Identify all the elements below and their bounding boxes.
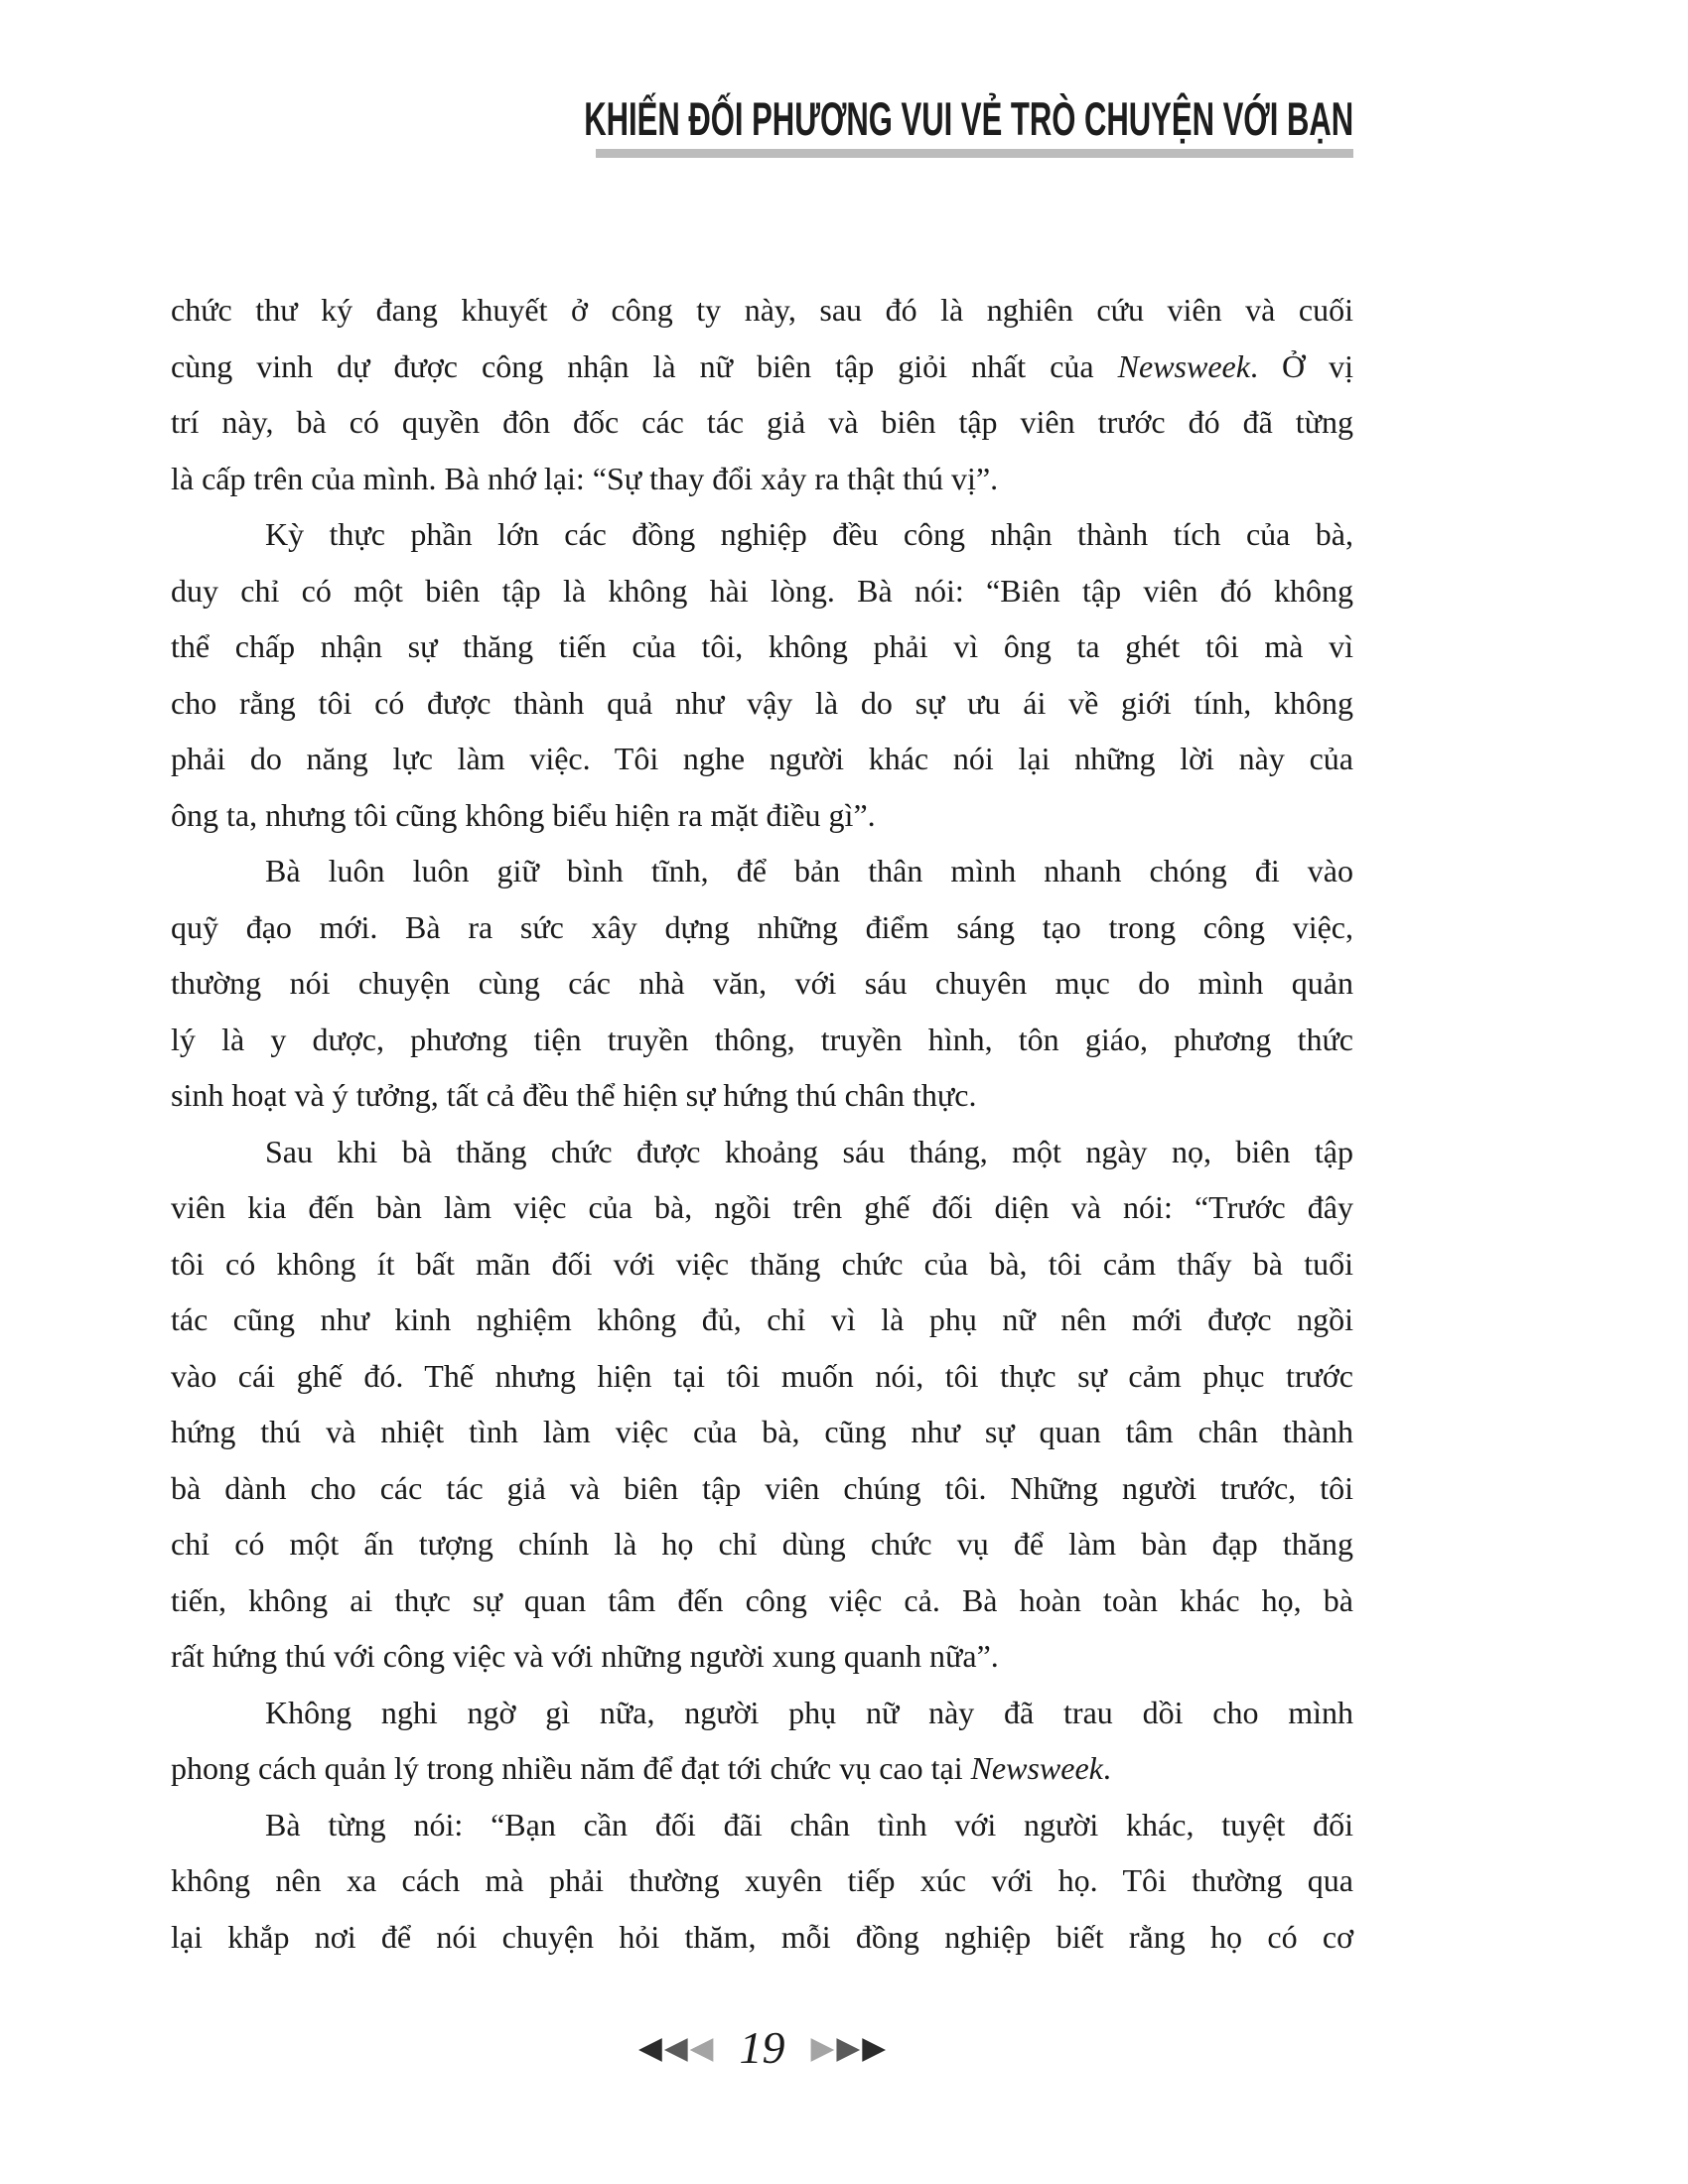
text-segment: sinh hoạt và ý tưởng, tất cả đều thể hiện sự hứng thú chân thực. [171, 1077, 977, 1113]
text-segment: thể chấp nhận sự thăng tiến của tôi, không phải vì ông ta ghét tôi mà vì [171, 628, 1353, 664]
text-segment: Bà từng nói: “Bạn cần đối đãi chân tình với người khác, tuyệt đối [265, 1806, 1353, 1843]
text-segment: tôi có không ít bất mãn đối với việc thăng chức của bà, tôi cảm thấy bà tuổi [171, 1245, 1353, 1282]
text-line [171, 675, 1353, 732]
text-line [171, 1516, 1353, 1572]
text-line [171, 843, 1353, 899]
text-line [171, 282, 1353, 339]
chapter-title: KHIẾN ĐỐI PHƯƠNG VUI VẺ TRÒ CHUYỆN VỚI BẠN [584, 92, 1353, 145]
text-segment: Sau khi bà thăng chức được khoảng sáu tháng, một ngày nọ, biên tập [265, 1133, 1353, 1169]
text-line [171, 1179, 1353, 1236]
text-segment: . Ở vị [1249, 347, 1354, 384]
text-segment: lý là y dược, phương tiện truyền thông, truyền hình, tôn giáo, phương thức [171, 1021, 1353, 1057]
text-line [171, 1460, 1353, 1517]
text-line [171, 1628, 1353, 1685]
chapter-header [188, 92, 1353, 158]
text-line [171, 506, 1353, 563]
text-segment: quỹ đạo mới. Bà ra sức xây dựng những điểm sáng tạo trong công việc, [171, 908, 1353, 945]
italic-text-segment: Newsweek [1117, 347, 1250, 384]
left-arrows-icon [637, 2029, 714, 2066]
text-segment: lại khắp nơi để nói chuyện hỏi thăm, mỗi đồng nghiệp biết rằng họ có cơ [171, 1918, 1353, 1955]
body-text [171, 282, 1353, 1965]
text-line [171, 1909, 1353, 1966]
page-forward-arrow-icon: ▶ [810, 2029, 835, 2066]
text-segment: chỉ có một ấn tượng chính là họ chỉ dùng chức vụ để làm bàn đạp thăng [171, 1526, 1353, 1562]
text-line [171, 563, 1353, 619]
text-line [171, 1404, 1353, 1460]
text-line [171, 1685, 1353, 1741]
text-line [171, 1797, 1353, 1853]
text-line [171, 899, 1353, 956]
header-rule [596, 149, 1353, 158]
text-segment: phong cách quản lý trong nhiều năm để đạt tới chức vụ cao tại [171, 1750, 971, 1786]
text-segment: viên kia đến bàn làm việc của bà, ngồi trên ghế đối diện và nói: “Trước đây [171, 1189, 1353, 1225]
text-segment: cho rằng tôi có được thành quả như vậy là do sự ưu ái về giới tính, không [171, 684, 1353, 721]
text-line [171, 1124, 1353, 1180]
text-line [171, 1012, 1353, 1068]
text-segment: . [1102, 1750, 1111, 1786]
text-segment: cùng vinh dự được công nhận là nữ biên tập giỏi nhất của [171, 347, 1118, 384]
right-arrows-icon [810, 2029, 887, 2066]
text-segment: rất hứng thú với công việc và với những người xung quanh nữa”. [171, 1638, 999, 1674]
text-line [171, 1852, 1353, 1909]
text-line [171, 339, 1353, 395]
text-segment: vào cái ghế đó. Thế nhưng hiện tại tôi muốn nói, tôi thực sự cảm phục trước [171, 1357, 1353, 1394]
page-back-arrow-icon: ◀ [637, 2029, 662, 2066]
text-line [171, 955, 1353, 1012]
text-line [171, 1572, 1353, 1629]
text-segment: bà dành cho các tác giả và biên tập viên chúng tôi. Những người trước, tôi [171, 1469, 1353, 1506]
italic-text-segment: Newsweek [970, 1750, 1103, 1786]
text-segment: tiến, không ai thực sự quan tâm đến công việc cả. Bà hoàn toàn khác họ, bà [171, 1581, 1353, 1618]
text-line [171, 1067, 1353, 1124]
text-line [171, 1236, 1353, 1293]
page-content [171, 0, 1353, 2184]
text-segment: Không nghi ngờ gì nữa, người phụ nữ này đã trau dồi cho mình [265, 1694, 1353, 1730]
page-forward-arrow-icon: ▶ [836, 2029, 861, 2066]
text-segment: thường nói chuyện cùng các nhà văn, với sáu chuyên mục do mình quản [171, 965, 1353, 1001]
text-segment: không nên xa cách mà phải thường xuyên tiếp xúc với họ. Tôi thường qua [171, 1862, 1353, 1898]
text-segment: là cấp trên của mình. Bà nhớ lại: “Sự thay đổi xảy ra thật thú vị”. [171, 460, 999, 496]
text-segment: duy chỉ có một biên tập là không hài lòng. Bà nói: “Biên tập viên đó không [171, 572, 1353, 609]
page-number: 19 [739, 2022, 785, 2073]
text-line [171, 1292, 1353, 1348]
text-segment: phải do năng lực làm việc. Tôi nghe người khác nói lại những lời này của [171, 741, 1353, 776]
page-back-arrow-icon: ◀ [663, 2029, 688, 2066]
text-line [171, 1740, 1353, 1797]
text-line [171, 731, 1353, 787]
text-line [171, 787, 1353, 844]
page-back-arrow-icon: ◀ [689, 2029, 714, 2066]
page-footer [171, 2022, 1353, 2073]
text-line [171, 618, 1353, 675]
text-line [171, 1348, 1353, 1405]
text-segment: Bà luôn luôn giữ bình tĩnh, để bản thân mình nhanh chóng đi vào [265, 853, 1353, 888]
text-segment: trí này, bà có quyền đôn đốc các tác giả và biên tập viên trước đó đã từng [171, 404, 1353, 440]
text-segment: chức thư ký đang khuyết ở công ty này, sau đó là nghiên cứu viên và cuối [171, 292, 1353, 328]
text-line [171, 394, 1353, 451]
text-line [171, 451, 1353, 507]
text-segment: ông ta, nhưng tôi cũng không biểu hiện ra mặt điều gì”. [171, 796, 876, 833]
page-forward-arrow-icon: ▶ [862, 2029, 887, 2066]
text-segment: Kỳ thực phần lớn các đồng nghiệp đều công nhận thành tích của bà, [265, 516, 1353, 552]
text-segment: hứng thú và nhiệt tình làm việc của bà, cũng như sự quan tâm chân thành [171, 1414, 1353, 1449]
text-segment: tác cũng như kinh nghiệm không đủ, chỉ vì là phụ nữ nên mới được ngồi [171, 1301, 1353, 1337]
